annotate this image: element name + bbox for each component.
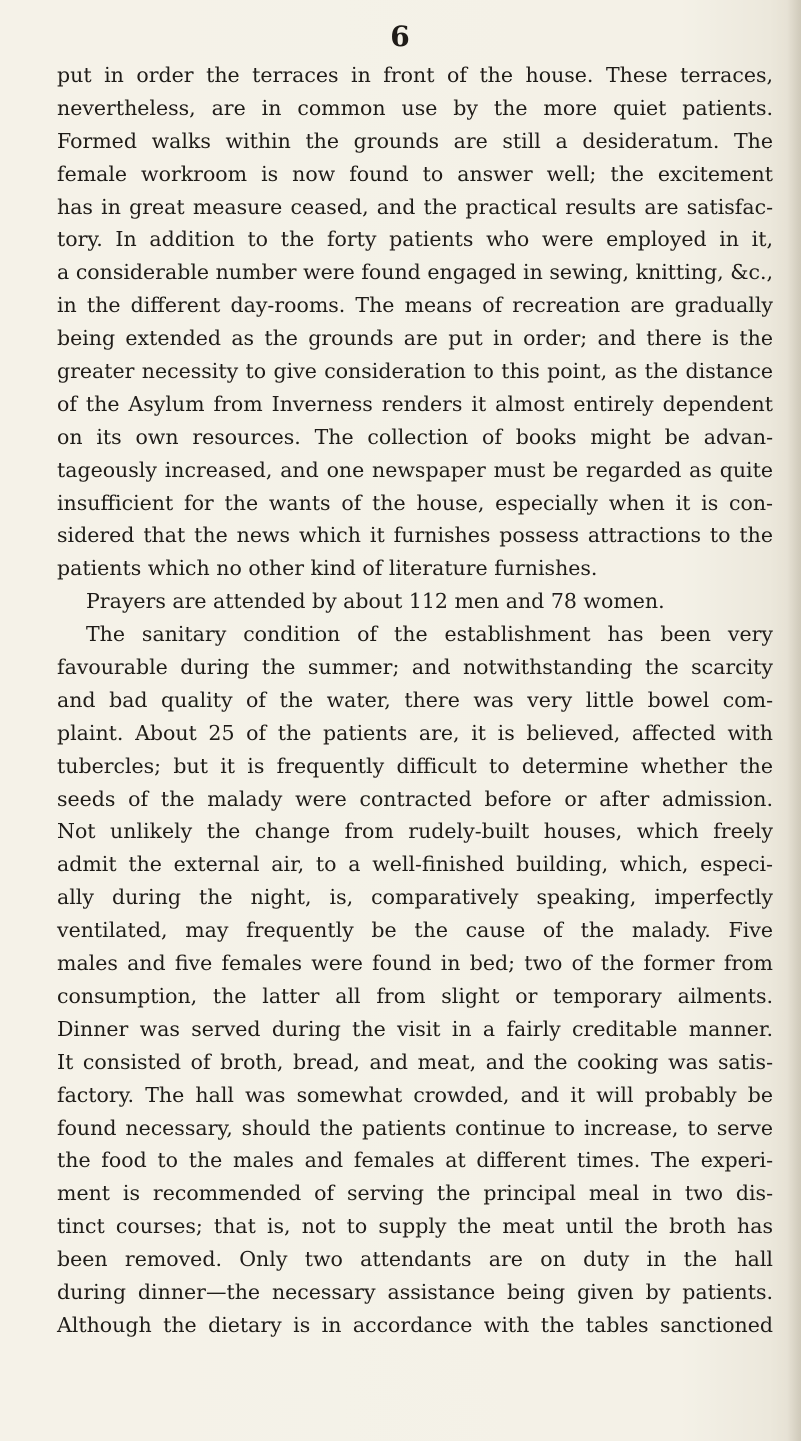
text-line: has in great measure ceased, and the practical results are satisfac-: [57, 194, 773, 219]
text-line: ventilated, may frequently be the cause of the malady. Five: [57, 918, 773, 943]
text-line: plaint. About 25 of the patients are, it is believed, affected with: [57, 720, 773, 745]
text-line: being extended as the grounds are put in order; and there is the: [57, 326, 773, 351]
text-line: been removed. Only two attendants are on duty in the hall: [57, 1247, 773, 1272]
text-line: tinct courses; that is, not to supply the meat until the broth has: [57, 1214, 773, 1239]
text-line: sidered that the news which it furnishes possess attractions to the: [57, 523, 773, 548]
text-line: seeds of the malady were contracted before or after admission.: [57, 786, 773, 811]
text-line: ally during the night, is, comparatively speaking, imperfectly: [57, 885, 773, 910]
text-line: the food to the males and females at different times. The experi-: [57, 1148, 773, 1173]
text-line: ment is recommended of serving the principal meal in two dis-: [57, 1181, 773, 1206]
page-number: 6: [390, 20, 411, 53]
text-line: favourable during the summer; and notwithstanding the scarcity: [57, 655, 773, 680]
page-edge-shadow: [787, 0, 801, 1441]
text-line: consumption, the latter all from slight or temporary ailments.: [57, 983, 773, 1008]
text-line: Formed walks within the grounds are still a desideratum. The: [57, 128, 773, 153]
text-line: during dinner—the necessary assistance being given by patients.: [57, 1279, 773, 1304]
text-line: Not unlikely the change from rudely-built houses, which freely: [57, 819, 773, 844]
text-line: factory. The hall was somewhat crowded, and it will probably be: [57, 1082, 773, 1107]
text-line: admit the external air, to a well-finished building, which, especi-: [57, 852, 773, 877]
text-line: The sanitary condition of the establishment has been very: [86, 622, 773, 647]
text-line: a considerable number were found engaged in sewing, knitting, &c.,: [57, 260, 773, 285]
text-line: nevertheless, are in common use by the more quiet patients.: [57, 95, 773, 120]
text-line: put in order the terraces in front of the house. These terraces,: [57, 63, 773, 87]
text-line: in the different day-rooms. The means of recreation are gradually: [57, 293, 773, 318]
text-line: insufficient for the wants of the house, especially when it is con-: [57, 490, 773, 515]
text-line: tubercles; but it is frequently difficult to determine whether the: [57, 753, 773, 778]
text-line: greater necessity to give consideration to this point, as the distance: [57, 359, 773, 384]
text-line: Dinner was served during the visit in a fairly creditable manner.: [57, 1016, 773, 1041]
text-line: It consisted of broth, bread, and meat, and the cooking was satis-: [57, 1049, 773, 1074]
text-line: and bad quality of the water, there was very little bowel com-: [57, 687, 773, 712]
text-line: on its own resources. The collection of books might be advan-: [57, 424, 773, 449]
body-text: [57, 59, 773, 1342]
text-line: tory. In addition to the forty patients who were employed in it,: [57, 227, 773, 252]
text-line: Prayers are attended by about 112 men and 78 women.: [86, 589, 665, 614]
text-line: female workroom is now found to answer well; the excitement: [57, 161, 773, 186]
text-line: of the Asylum from Inverness renders it almost entirely dependent: [57, 391, 773, 416]
text-line: Although the dietary is in accordance with the tables sanctioned: [57, 1312, 773, 1337]
text-line: patients which no other kind of literature furnishes.: [57, 556, 598, 581]
text-line: tageously increased, and one newspaper must be regarded as quite: [57, 457, 773, 482]
text-line: males and five females were found in bed; two of the former from: [57, 951, 773, 976]
text-line: found necessary, should the patients continue to increase, to serve: [57, 1115, 773, 1140]
